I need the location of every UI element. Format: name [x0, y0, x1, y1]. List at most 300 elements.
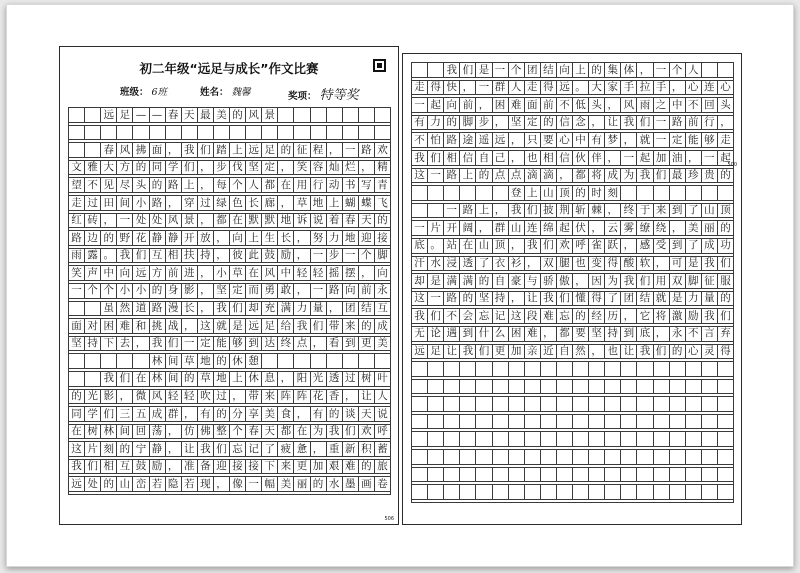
grid-cell: 成 [605, 169, 621, 184]
grid-cell: 个 [101, 284, 117, 299]
grid-cell: 连 [702, 81, 718, 96]
grid-cell: 了 [686, 204, 702, 219]
grid-cell: 段 [525, 309, 541, 324]
grid-cell [654, 397, 670, 412]
grid-cell: 登 [509, 186, 525, 201]
grid-cell: 雾 [621, 221, 637, 236]
grid-cell: 静 [150, 231, 166, 246]
grid-cell: 得 [428, 81, 444, 96]
grid-cell: ， [509, 239, 525, 254]
grid-cell: 像 [230, 477, 246, 492]
grid-cell: 若 [182, 477, 198, 492]
grid-cell: ， [541, 327, 557, 342]
grid-cell: 在 [460, 239, 476, 254]
grid-cell: 也 [525, 151, 541, 166]
grid-cell: 我 [198, 442, 214, 457]
grid-cell [428, 186, 444, 201]
grid-cell: ， [476, 98, 492, 113]
grid-cell [101, 354, 117, 369]
grid-cell: 自 [493, 274, 509, 289]
grid-cell: 定 [525, 116, 541, 131]
grid-cell: ， [214, 477, 230, 492]
grid-cell [525, 380, 541, 395]
grid-cell: ， [509, 151, 525, 166]
grid-cell: 变 [589, 257, 605, 272]
grid-cell [686, 468, 702, 483]
grid-cell: 遇 [444, 327, 460, 342]
grid-cell [525, 415, 541, 430]
grid-cell: 回 [133, 425, 149, 440]
grid-cell [718, 362, 734, 377]
grid-cell: 难 [509, 98, 525, 113]
grid-cell: 路 [460, 204, 476, 219]
grid-cell: 若 [150, 477, 166, 492]
grid-cell: ， [198, 266, 214, 281]
grid-cell [444, 186, 460, 201]
grid-cell: 坚 [246, 161, 262, 176]
grid-cell: 一 [654, 63, 670, 78]
grid-cell: 山 [702, 204, 718, 219]
grid-cell: ， [198, 302, 214, 317]
grid-cell: 书 [343, 178, 359, 193]
grid-cell: 美 [214, 108, 230, 123]
grid-cell: 记 [246, 442, 262, 457]
grid-cell: 诉 [294, 214, 310, 229]
grid-cell: 间 [117, 196, 133, 211]
grid-cell: 地 [311, 196, 327, 211]
grid-cell [605, 485, 621, 500]
grid-cell: ， [198, 161, 214, 176]
grid-cell: 这 [412, 169, 428, 184]
grid-cell: 励 [686, 309, 702, 324]
grid-cell: 默 [262, 214, 278, 229]
grid-cell [541, 468, 557, 483]
grid-cell: ， [230, 390, 246, 405]
grid-cell [214, 126, 230, 141]
grid-cell: 油 [670, 151, 686, 166]
grid-cell: ， [359, 266, 375, 281]
grid-cell [444, 485, 460, 500]
award-label: 奖项： [288, 91, 317, 102]
grid-cell: 就 [637, 133, 653, 148]
grid-cell: ， [166, 425, 182, 440]
grid-cell: 我 [621, 116, 637, 131]
grid-cell: 为 [605, 274, 621, 289]
grid-cell: 就 [654, 292, 670, 307]
grid-cell: 一 [428, 169, 444, 184]
grid-cell: 之 [654, 98, 670, 113]
grid-cell [702, 450, 718, 465]
grid-cell: 拂 [133, 143, 149, 158]
grid-cell: 阳 [294, 372, 310, 387]
grid-cell: 我 [182, 143, 198, 158]
grid-cell: 中 [101, 266, 117, 281]
grid-cell: 路 [150, 302, 166, 317]
grid-cell [278, 126, 294, 141]
grid-cell: 程 [311, 143, 327, 158]
grid-cell [621, 485, 637, 500]
class-value: 6班 [151, 87, 168, 98]
grid-cell: 香 [327, 390, 343, 405]
grid-cell: 处 [150, 214, 166, 229]
grid-cell: 向 [230, 231, 246, 246]
grid-cell: 都 [573, 169, 589, 184]
grid-cell: 得 [718, 345, 734, 360]
grid-cell [654, 485, 670, 500]
grid-cell: 雨 [69, 249, 85, 264]
grid-cell: 言 [702, 327, 718, 342]
grid-cell: 的 [541, 116, 557, 131]
grid-cell: 灿 [327, 161, 343, 176]
grid-cell: 衫 [509, 257, 525, 272]
grid-cell [493, 432, 509, 447]
grid-cell: 接 [230, 460, 246, 475]
grid-cell: 一 [343, 143, 359, 158]
grid-cell: 双 [670, 274, 686, 289]
grid-cell: 小 [117, 284, 133, 299]
grid-cell: 什 [476, 327, 492, 342]
grid-cell: 是 [670, 292, 686, 307]
grid-cell: 互 [150, 249, 166, 264]
grid-cell: 了 [262, 442, 278, 457]
grid-cell: 们 [654, 345, 670, 360]
grid-cell: 的 [214, 407, 230, 422]
grid-cell: 在 [278, 178, 294, 193]
grid-cell [654, 380, 670, 395]
grid-cell [476, 450, 492, 465]
grid-cell: 面 [69, 319, 85, 334]
grid-cell: 和 [133, 319, 149, 334]
grid-cell [702, 415, 718, 430]
grid-cell [654, 432, 670, 447]
grid-cell: 地 [214, 372, 230, 387]
grid-cell: 微 [133, 390, 149, 405]
grid-cell [557, 415, 573, 430]
grid-cell: 中 [278, 266, 294, 281]
grid-cell [294, 354, 310, 369]
grid-cell [589, 450, 605, 465]
grid-cell: 是 [686, 257, 702, 272]
grid-cell: 向 [557, 63, 573, 78]
grid-cell: 的 [476, 169, 492, 184]
grid-cell: 在 [246, 266, 262, 281]
grid-cell [444, 432, 460, 447]
grid-cell: 透 [460, 257, 476, 272]
grid-cell: 征 [294, 143, 310, 158]
grid-cell [133, 354, 149, 369]
grid-cell [670, 397, 686, 412]
grid-cell: 来 [654, 204, 670, 219]
grid-cell: 现 [198, 477, 214, 492]
grid-cell: 的 [101, 231, 117, 246]
grid-cell: 持 [493, 292, 509, 307]
grid-cell: 虽 [101, 302, 117, 317]
grid-cell: 云 [605, 221, 621, 236]
grid-cell [428, 468, 444, 483]
grid-cell: 积 [359, 442, 375, 457]
grid-cell: ， [637, 63, 653, 78]
grid-cell: 边 [85, 231, 101, 246]
grid-cell: 持 [85, 337, 101, 352]
grid-cell: 路 [327, 284, 343, 299]
grid-cell: 轻 [311, 266, 327, 281]
grid-cell [493, 468, 509, 483]
grid-cell: ， [198, 284, 214, 299]
grid-cell: ， [605, 204, 621, 219]
grid-cell: 新 [343, 442, 359, 457]
grid-cell: 最 [670, 169, 686, 184]
grid-cell: — [133, 108, 149, 123]
grid-cell: 难 [117, 319, 133, 334]
grid-cell: 得 [605, 257, 621, 272]
grid-cell: 上 [182, 178, 198, 193]
grid-cell [311, 108, 327, 123]
grid-cell: 远 [412, 345, 428, 360]
grid-cell: 量 [702, 292, 718, 307]
grid-cell [541, 397, 557, 412]
grid-cell [493, 397, 509, 412]
grid-cell: 心 [557, 133, 573, 148]
grid-cell [444, 397, 460, 412]
grid-cell: 廊 [262, 196, 278, 211]
grid-cell: 轻 [294, 266, 310, 281]
grid-cell: 有 [198, 407, 214, 422]
grid-cell: 群 [493, 81, 509, 96]
grid-cell [327, 354, 343, 369]
grid-cell: ， [294, 407, 310, 422]
grid-cell: 墨 [343, 477, 359, 492]
grid-cell: 小 [133, 196, 149, 211]
grid-cell: 棘 [589, 204, 605, 219]
grid-cell: 一 [702, 151, 718, 166]
grid-cell [557, 432, 573, 447]
grid-cell: 卷 [375, 477, 391, 492]
grid-cell: ， [198, 214, 214, 229]
grid-cell: 的 [476, 274, 492, 289]
grid-cell: 拉 [637, 81, 653, 96]
grid-cell [509, 362, 525, 377]
grid-cell: 让 [525, 292, 541, 307]
grid-cell: 大 [101, 161, 117, 176]
grid-cell: 前 [686, 116, 702, 131]
grid-cell: 休 [246, 372, 262, 387]
grid-cell: 坚 [69, 337, 85, 352]
grid-cell: 五 [133, 407, 149, 422]
grid-cell [621, 450, 637, 465]
grid-cell [605, 380, 621, 395]
grid-cell [573, 450, 589, 465]
grid-cell: 风 [246, 108, 262, 123]
grid-cell: 持 [198, 249, 214, 264]
grid-cell [412, 415, 428, 430]
grid-cell: 持 [605, 327, 621, 342]
grid-cell: 伐 [230, 161, 246, 176]
grid-cell: 腿 [557, 257, 573, 272]
grid-cell: 的 [573, 186, 589, 201]
grid-cell: 的 [150, 284, 166, 299]
grid-cell: 们 [311, 319, 327, 334]
grid-cell: 景 [182, 214, 198, 229]
grid-cell [493, 362, 509, 377]
grid-cell: 草 [182, 354, 198, 369]
grid-cell [573, 397, 589, 412]
grid-cell [637, 380, 653, 395]
grid-cell: 准 [182, 460, 198, 475]
grid-cell [637, 468, 653, 483]
grid-cell: 光 [85, 390, 101, 405]
grid-cell: 轻 [166, 390, 182, 405]
grid-cell: 前 [541, 98, 557, 113]
grid-cell [85, 108, 101, 123]
grid-cell: 起 [428, 98, 444, 113]
grid-cell [460, 468, 476, 483]
grid-cell: 们 [654, 169, 670, 184]
grid-cell: 励 [150, 460, 166, 475]
grid-cell: 佛 [198, 425, 214, 440]
grid-cell: 走 [412, 81, 428, 96]
grid-cell [375, 354, 391, 369]
grid-cell: 们 [101, 407, 117, 422]
grid-cell: 难 [343, 460, 359, 475]
grid-cell: 力 [294, 302, 310, 317]
grid-cell: 量 [311, 302, 327, 317]
grid-cell: 个 [230, 425, 246, 440]
grid-cell: 美 [375, 337, 391, 352]
grid-cell: 影 [182, 284, 198, 299]
writing-grid-left [68, 107, 391, 495]
grid-cell: 能 [214, 337, 230, 352]
grid-cell: 幅 [262, 477, 278, 492]
grid-cell [294, 126, 310, 141]
grid-cell: 不 [686, 98, 702, 113]
grid-cell: 春 [101, 143, 117, 158]
grid-cell [444, 415, 460, 430]
grid-cell: 底 [637, 327, 653, 342]
grid-cell: 飞 [375, 196, 391, 211]
grid-cell: 们 [182, 161, 198, 176]
grid-cell: 人 [686, 63, 702, 78]
grid-cell: 一 [493, 63, 509, 78]
grid-cell: 影 [101, 390, 117, 405]
grid-cell: 宁 [133, 442, 149, 457]
grid-cell: 怕 [428, 133, 444, 148]
grid-cell: 色 [230, 196, 246, 211]
grid-cell: 体 [621, 63, 637, 78]
grid-cell: 可 [670, 257, 686, 272]
award-field [288, 84, 359, 103]
grid-cell: 景 [262, 108, 278, 123]
grid-cell [412, 468, 428, 483]
grid-cell [654, 186, 670, 201]
grid-cell: 一 [182, 337, 198, 352]
grid-cell [670, 362, 686, 377]
grid-cell: ， [509, 133, 525, 148]
grid-cell: 这 [412, 292, 428, 307]
grid-cell: 己 [493, 151, 509, 166]
grid-cell: 不 [557, 98, 573, 113]
grid-cell: 荡 [150, 425, 166, 440]
grid-cell: 到 [621, 327, 637, 342]
grid-cell [85, 302, 101, 317]
grid-cell [375, 126, 391, 141]
grid-cell: 踏 [214, 143, 230, 158]
grid-cell [525, 362, 541, 377]
grid-cell [182, 126, 198, 141]
grid-cell: 个 [670, 63, 686, 78]
grid-cell: 就 [214, 319, 230, 334]
grid-cell: 们 [343, 425, 359, 440]
grid-cell: 树 [359, 372, 375, 387]
grid-cell: 备 [198, 460, 214, 475]
grid-cell [460, 450, 476, 465]
grid-cell: 团 [525, 63, 541, 78]
grid-cell: 我 [150, 337, 166, 352]
grid-cell: 群 [166, 407, 182, 422]
grid-cell [621, 380, 637, 395]
grid-cell [557, 380, 573, 395]
grid-cell: 挑 [150, 319, 166, 334]
grid-cell: 到 [460, 327, 476, 342]
grid-cell [589, 397, 605, 412]
grid-cell [85, 354, 101, 369]
grid-cell: 起 [718, 151, 734, 166]
grid-cell [150, 126, 166, 141]
grid-cell: 坚 [476, 292, 492, 307]
grid-cell: 结 [541, 63, 557, 78]
grid-cell: 心 [686, 345, 702, 360]
grid-cell [686, 485, 702, 500]
grid-cell: 们 [230, 302, 246, 317]
grid-cell: 峦 [133, 477, 149, 492]
grid-cell: 远 [493, 133, 509, 148]
grid-cell: 路 [69, 231, 85, 246]
grid-cell: 永 [375, 284, 391, 299]
grid-cell [541, 380, 557, 395]
grid-cell [428, 485, 444, 500]
grid-cell [476, 362, 492, 377]
grid-cell: 到 [670, 239, 686, 254]
grid-cell [589, 415, 605, 430]
grid-cell: 的 [150, 178, 166, 193]
grid-cell [444, 362, 460, 377]
grid-cell [476, 415, 492, 430]
grid-cell: 连 [525, 221, 541, 236]
grid-cell [541, 450, 557, 465]
grid-cell: 贵 [702, 169, 718, 184]
grid-cell [327, 126, 343, 141]
grid-cell [686, 450, 702, 465]
grid-cell [557, 397, 573, 412]
grid-cell [327, 108, 343, 123]
grid-cell: 享 [246, 407, 262, 422]
grid-cell [412, 380, 428, 395]
grid-cell: 来 [278, 460, 294, 475]
grid-cell: 风 [150, 390, 166, 405]
grid-cell [476, 468, 492, 483]
right-answer-page [402, 53, 742, 525]
grid-cell: 过 [214, 390, 230, 405]
grid-cell: 力 [428, 116, 444, 131]
grid-cell: 长 [182, 302, 198, 317]
grid-cell: 够 [702, 133, 718, 148]
grid-cell: 人 [509, 81, 525, 96]
grid-cell: 路 [166, 178, 182, 193]
grid-cell [670, 415, 686, 430]
grid-cell: 烂 [343, 161, 359, 176]
grid-cell [198, 126, 214, 141]
grid-cell: 食 [278, 407, 294, 422]
grid-cell: 不 [444, 309, 460, 324]
